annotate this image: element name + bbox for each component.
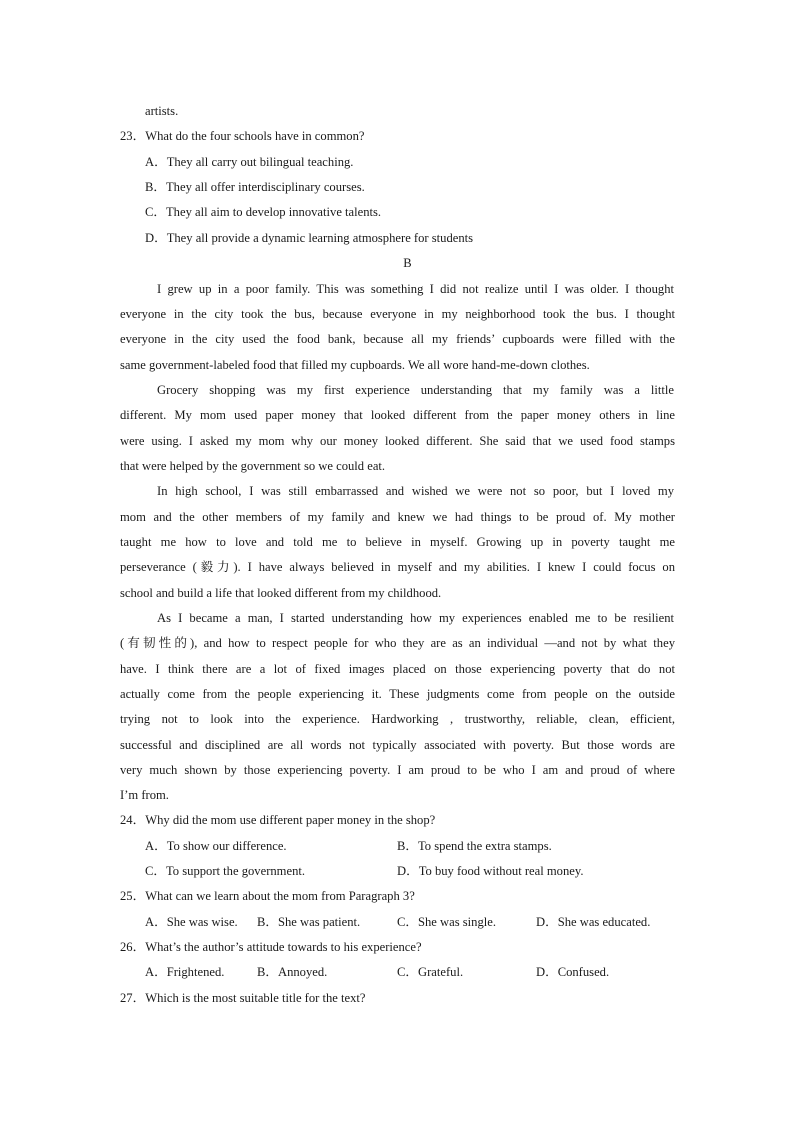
passage-line: In high school, I was still embarrassed and wished we were not so poor, but I loved my: [157, 484, 674, 498]
q24-option-d: D．To buy food without real money.: [397, 864, 584, 878]
passage-line: that were helped by the government so we could eat.: [120, 459, 386, 473]
q24-option-b: B．To spend the extra stamps.: [397, 839, 552, 853]
passage-line: perseverance (毅力). I have always believed in myself and my abilities. I knew I could focus on: [120, 560, 675, 574]
q23-option-d: D．They all provide a dynamic learning atmosphere for students: [145, 231, 474, 245]
passage-line: (有韧性的), and how to respect people for who they are as an individual —and not by what they: [120, 636, 675, 650]
q26-option-d: D．Confused.: [536, 965, 610, 979]
q25-option-b: B．She was patient.: [257, 915, 361, 929]
passage-line: were using. I asked my mom why our money looked different. She said that we used food stamps: [120, 434, 675, 448]
q25-option-c: C．She was single.: [397, 915, 496, 929]
q24-option-a: A．To show our difference.: [145, 839, 287, 853]
question-23: 23．What do the four schools have in common?: [120, 129, 365, 143]
q26-option-a: A．Frightened.: [145, 965, 225, 979]
header-fragment: artists.: [145, 104, 179, 118]
q26-option-b: B．Annoyed.: [257, 965, 328, 979]
passage-line: everyone in the city used the food bank, because all my friends’ cupboards were filled with the: [120, 332, 675, 346]
passage-line: have. I think there are a lot of fixed images placed on those experiencing poverty that do not: [120, 662, 675, 676]
q25-option-a: A．She was wise.: [145, 915, 238, 929]
passage-line: Grocery shopping was my first experience understanding that my family was a little: [157, 383, 674, 397]
q26-option-c: C．Grateful.: [397, 965, 464, 979]
question-24: 24．Why did the mom use different paper money in the shop?: [120, 813, 436, 827]
passage-line: taught me how to love and told me to believe in myself. Growing up in poverty taught me: [120, 535, 675, 549]
passage-line: I’m from.: [120, 788, 169, 802]
passage-line: school and build a life that looked different from my childhood.: [120, 586, 442, 600]
passage-line: different. My mom used paper money that looked different from the paper money others in line: [120, 408, 675, 422]
passage-line: very much shown by those experiencing poverty. I am proud to be who I am and proud of where: [120, 763, 675, 777]
question-27: 27．Which is the most suitable title for the text?: [120, 991, 366, 1005]
q23-option-a: A．They all carry out bilingual teaching.: [145, 155, 354, 169]
passage-line: same government-labeled food that filled my cupboards. We all wore hand-me-down clothes.: [120, 358, 590, 372]
q25-option-d: D．She was educated.: [536, 915, 651, 929]
passage-line: everyone in the city took the bus, because everyone in my neighborhood took the bus. I thought: [120, 307, 675, 321]
passage-line: I grew up in a poor family. This was something I did not realize until I was older. I thought: [157, 282, 674, 296]
passage-line: trying not to look into the experience. Hardworking , trustworthy, reliable, clean, efficient,: [120, 712, 675, 726]
passage-line: successful and disciplined are all words not typically associated with poverty. But those words are: [120, 738, 675, 752]
q23-option-c: C．They all aim to develop innovative talents.: [145, 205, 382, 219]
passage-line: mom and the other members of my family and knew we had things to be proud of. My mother: [120, 510, 675, 524]
q23-option-b: B．They all offer interdisciplinary courses.: [145, 180, 365, 194]
question-25: 25．What can we learn about the mom from Paragraph 3?: [120, 889, 415, 903]
passage-line: actually come from the people experiencing it. These judgments come from people on the outside: [120, 687, 675, 701]
section-label: B: [403, 256, 412, 270]
question-26: 26．What’s the author’s attitude towards to his experience?: [120, 940, 422, 954]
passage-line: As I became a man, I started understanding how my experiences enabled me to be resilient: [157, 611, 674, 625]
q24-option-c: C．To support the government.: [145, 864, 306, 878]
